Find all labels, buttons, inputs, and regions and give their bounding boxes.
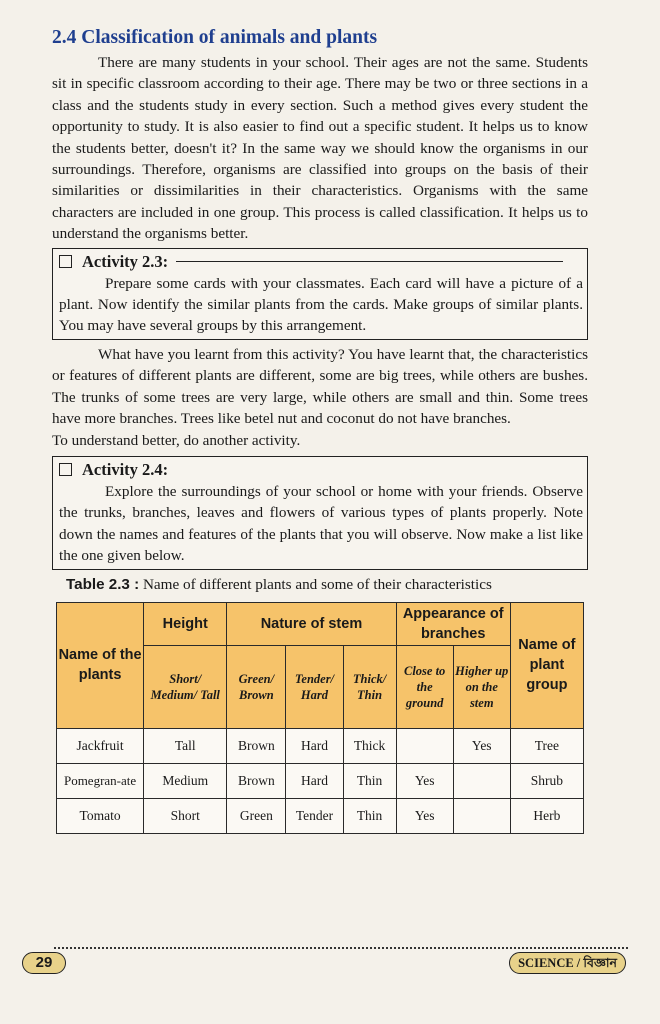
header-branches: Appearance of branches (396, 602, 510, 645)
textbook-page (52, 26, 588, 834)
cell-branches-high (453, 763, 510, 798)
cell-plant-group: Herb (510, 798, 583, 833)
cell-plant-name: Jackfruit (57, 728, 144, 763)
table-row (57, 728, 584, 763)
checkbox-icon (59, 255, 72, 268)
page-number: 29 (22, 952, 66, 974)
cell-stem-texture: Hard (286, 763, 343, 798)
page-footer (22, 948, 628, 970)
header-stem-texture: Tender/ Hard (286, 645, 343, 728)
table-row (57, 763, 584, 798)
plants-table (56, 602, 584, 834)
table-caption-label: Table 2.3 : (66, 575, 140, 593)
activity-2-3-header (59, 251, 583, 273)
divider (176, 261, 563, 263)
activity-2-3-body: Prepare some cards with your classmates. Each card will have a picture of a plant. Now identify the similar plants from the cards. Make groups of similar plants. You may have several groups by this arrangement. (59, 274, 583, 335)
cell-stem-color: Brown (227, 728, 286, 763)
next-activity-line: To understand better, do another activity. (52, 431, 301, 449)
cell-stem-color: Green (227, 798, 286, 833)
checkbox-icon (59, 463, 72, 476)
cell-branches-high (453, 798, 510, 833)
table-caption-text: Name of different plants and some of their characteristics (142, 575, 492, 593)
cell-stem-width: Thick (343, 728, 396, 763)
header-stem: Nature of stem (227, 602, 396, 645)
header-branches-close: Close to the ground (396, 645, 453, 728)
activity-2-3-box (52, 248, 588, 340)
cell-plant-group: Tree (510, 728, 583, 763)
activity-2-4-box (52, 456, 588, 570)
cell-plant-name: Tomato (57, 798, 144, 833)
activity-2-3-title: Activity 2.3: (82, 251, 169, 271)
cell-height: Medium (144, 763, 227, 798)
header-height: Height (144, 602, 227, 645)
header-stem-width: Thick/ Thin (343, 645, 396, 728)
cell-branches-close: Yes (396, 798, 453, 833)
header-group: Name of plant group (510, 602, 583, 728)
header-stem-color: Green/ Brown (227, 645, 286, 728)
cell-height: Short (144, 798, 227, 833)
cell-stem-width: Thin (343, 798, 396, 833)
cell-stem-color: Brown (227, 763, 286, 798)
dotted-divider (54, 947, 628, 949)
cell-branches-close: Yes (396, 763, 453, 798)
activity-2-4-title: Activity 2.4: (82, 459, 169, 479)
activity-2-4-body: Explore the surroundings of your school or home with your friends. Observe the trunks, branches, leaves and flowers of various types of plants properly. Note down the names and features of the plants that you will observe. Now make a list like the one given below. (59, 482, 583, 565)
section-title: 2.4 Classification of animals and plants (52, 27, 378, 48)
activity-2-4-header (59, 459, 583, 481)
cell-plant-name: Pomegran-ate (57, 763, 144, 798)
learned-paragraph: What have you learnt from this activity? You have learnt that, the characteristics or features of different plants are different, some are big trees, while others are bushes. The trunks of some trees are very large, while others are small and thin. Some trees have more branches. Trees like betel nut and coconut do not have branches. (52, 345, 588, 428)
cell-branches-close (396, 728, 453, 763)
header-name: Name of the plants (57, 602, 144, 728)
cell-branches-high: Yes (453, 728, 510, 763)
cell-height: Tall (144, 728, 227, 763)
subject-badge: SCIENCE / বিজ্ঞান (509, 952, 626, 974)
cell-stem-texture: Hard (286, 728, 343, 763)
cell-stem-texture: Tender (286, 798, 343, 833)
header-branches-high: Higher up on the stem (453, 645, 510, 728)
intro-paragraph: There are many students in your school. Their ages are not the same. Students sit in specific classroom according to their age. There may be two or three sections in a class and the students study in every section. Such a method gives every student the opportunity to study. It is also easier to find out a specific student. It helps us to know the students better, doesn't it? In the same way we should know the organisms in our surroundings. Therefore, organisms are classified into groups on the basis of their similarities or dissimilarities in their characteristics. Organisms with the same characters are included in one group. This process is called classification. It helps us to understand the organisms better. (52, 54, 588, 243)
table-caption (66, 574, 588, 596)
cell-plant-group: Shrub (510, 763, 583, 798)
header-height-sub: Short/ Medium/ Tall (144, 645, 227, 728)
table-row (57, 798, 584, 833)
cell-stem-width: Thin (343, 763, 396, 798)
